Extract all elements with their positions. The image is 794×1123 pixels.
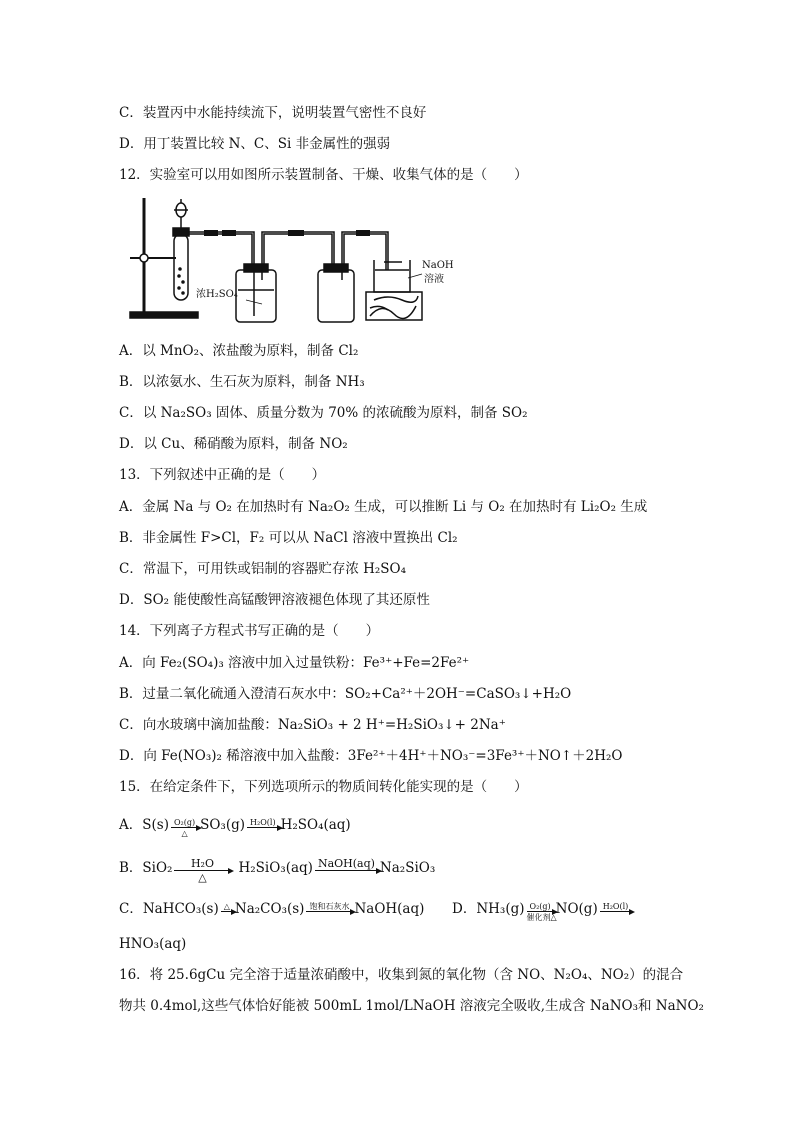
q15-d-arrow-2 <box>600 902 632 912</box>
q13-option-b: B．非金属性 F>Cl，F₂ 可以从 NaCl 溶液中置换出 Cl₂ <box>119 530 458 546</box>
q12-option-d: D．以 Cu、稀硝酸为原料，制备 NO₂ <box>119 436 348 452</box>
q15-option-b <box>119 857 436 884</box>
q15-d-cond-1: O₂(g) <box>529 902 551 911</box>
q14-option-b: B．过量二氧化硫通入澄清石灰水中：SO₂+Ca²⁺＋2OH⁻=CaSO₃↓+H₂O <box>119 686 572 702</box>
q15-b-s1: SiO₂ <box>142 860 173 876</box>
q11-option-c: C．装置丙中水能持续流下，说明装置气密性不良好 <box>119 105 427 121</box>
q15-option-d <box>452 900 633 922</box>
q15-a-cond-1: O₂(g) <box>173 818 196 827</box>
q15-b-cond-2: NaOH(aq) <box>317 857 375 870</box>
q15-c-arrow-1 <box>221 902 233 912</box>
q15-option-a <box>119 816 351 838</box>
q16-stem-line-1: 16．将 25.6gCu 完全溶于适量浓硝酸中，收集到氮的氧化物（含 NO、N₂O₄、NO₂）的混合 <box>119 967 684 983</box>
q11-option-d: D．用丁装置比较 N、C、Si 非金属性的强弱 <box>119 136 391 152</box>
conc-h2so4-label: 浓H₂SO₄ <box>196 289 238 300</box>
gas-apparatus-figure <box>126 196 486 326</box>
q15-c-s3: NaOH(aq) <box>354 901 425 917</box>
q15-stem: 15．在给定条件下，下列选项所示的物质间转化能实现的是（ ） <box>119 779 528 795</box>
q15-b-arrow-2 <box>315 858 378 871</box>
q15-b-cond-1: H₂O <box>190 857 214 870</box>
q12-option-b: B．以浓氨水、生石灰为原料，制备 NH₃ <box>119 374 365 390</box>
q15-d-cond-2: H₂O(l) <box>602 902 629 911</box>
q15-a-arrow-1 <box>171 818 198 838</box>
naoh-label: NaOH <box>422 260 454 271</box>
q15-c-cond-2: 饱和石灰水 <box>309 902 350 911</box>
q12-option-a: A．以 MnO₂、浓盐酸为原料，制备 Cl₂ <box>119 343 359 359</box>
q15-b-cond-1b: △ <box>198 871 207 884</box>
q15-d-arrow-1 <box>526 902 557 922</box>
q15-a-s3: H₂SO₄(aq) <box>280 817 351 833</box>
q15-b-label: B． <box>119 860 143 876</box>
q13-option-c: C．常温下，可用铁或铝制的容器贮存浓 H₂SO₄ <box>119 561 407 577</box>
solution-label: 溶液 <box>424 274 444 285</box>
q15-b-s2: H₂SiO₃(aq) <box>238 860 313 876</box>
q15-d-s2: NO(g) <box>555 901 598 917</box>
q14-option-d: D．向 Fe(NO₃)₂ 稀溶液中加入盐酸：3Fe²⁺＋4H⁺＋NO₃⁻=3Fe³⁺＋NO↑＋2H₂O <box>119 748 623 764</box>
q15-a-cond-2: H₂O(l) <box>250 818 276 827</box>
q15-b-arrow-1 <box>174 857 230 884</box>
q14-option-a: A．向 Fe₂(SO₄)₃ 溶液中加入过量铁粉：Fe³⁺+Fe=2Fe²⁺ <box>119 655 470 671</box>
q15-a-label: A． <box>119 817 143 833</box>
q15-a-s2: SO₃(g) <box>200 817 246 833</box>
q15-d-cond-1b: 催化剂△ <box>526 913 557 922</box>
q15-c-label: C． <box>119 901 143 917</box>
q15-a-arrow-2 <box>247 818 279 828</box>
q13-option-d: D．SO₂ 能使酸性高锰酸钾溶液褪色体现了其还原性 <box>119 592 430 608</box>
q15-b-s3: Na₂SiO₃ <box>379 860 436 876</box>
q15-option-c <box>119 900 424 918</box>
q15-c-arrow-2 <box>306 902 352 912</box>
q16-stem-line-2: 物共 0.4mol,这些气体恰好能被 500mL 1mol/LNaOH 溶液完全吸收,生成含 NaNO₃和 NaNO₂ <box>119 998 704 1014</box>
q15-a-cond-1b: △ <box>181 829 188 838</box>
q15-d-s1: NH₃(g) <box>476 901 525 917</box>
q13-stem: 13．下列叙述中正确的是（ ） <box>119 467 326 483</box>
q15-c-s1: NaHCO₃(s) <box>142 901 219 917</box>
q15-d-label: D． <box>452 901 477 917</box>
q15-c-cond-1: △ <box>223 902 230 911</box>
q13-option-a: A．金属 Na 与 O₂ 在加热时有 Na₂O₂ 生成，可以推断 Li 与 O₂ 在加热时有 Li₂O₂ 生成 <box>119 499 648 515</box>
q14-stem: 14．下列离子方程式书写正确的是（ ） <box>119 623 380 639</box>
q15-c-s2: Na₂CO₃(s) <box>234 901 305 917</box>
q15-d-product: HNO₃(aq) <box>119 936 187 952</box>
q12-option-c: C．以 Na₂SO₃ 固体、质量分数为 70% 的浓硫酸为原料，制备 SO₂ <box>119 405 528 421</box>
q15-a-s1: S(s) <box>142 817 169 833</box>
q14-option-c: C．向水玻璃中滴加盐酸：Na₂SiO₃ + 2 H⁺=H₂SiO₃↓+ 2Na⁺ <box>119 717 506 733</box>
q12-stem: 12．实验室可以用如图所示装置制备、干燥、收集气体的是（ ） <box>119 167 528 183</box>
